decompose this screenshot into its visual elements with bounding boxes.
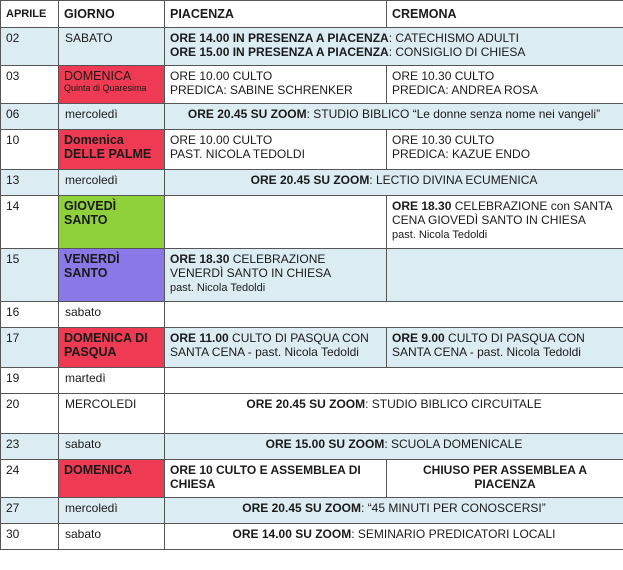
day-number: 16: [1, 302, 59, 328]
shared-event: [165, 524, 623, 550]
header-row: [1, 1, 623, 28]
event-time: ORE 18.30: [392, 199, 452, 213]
event-time: ORE 14.00 SU ZOOM: [232, 527, 352, 541]
table-row: [1, 104, 623, 130]
day-number: 27: [1, 498, 59, 524]
event-pastor: past. Nicola Tedoldi: [392, 229, 488, 241]
shared-event: [165, 434, 623, 460]
day-number: 10: [1, 130, 59, 170]
table-row: [1, 524, 623, 550]
empty-event: [165, 302, 623, 328]
day-number: 03: [1, 66, 59, 104]
weekday: DOMENICA: [59, 460, 165, 498]
event-text: CELEBRAZIONE con SANTA CENA GIOVEDÌ SANTO IN CHIESA: [392, 199, 612, 227]
table-row: [1, 368, 623, 394]
event-line: PREDICA: KAZUE ENDO: [392, 147, 531, 161]
table-row: [1, 130, 623, 170]
event-text: : “45 MINUTI PER CONOSCERSI”: [361, 501, 546, 515]
piacenza-event: [165, 130, 387, 170]
weekday: mercoledì: [59, 170, 165, 196]
header-giorno: GIORNO: [59, 1, 165, 28]
event-time: ORE 15.00 SU ZOOM: [265, 437, 385, 451]
weekday: SABATO: [59, 28, 165, 66]
event-line: PREDICA: SABINE SCHRENKER: [170, 83, 353, 97]
shared-event: [165, 498, 623, 524]
event-time: ORE 14.00 IN PRESENZA A PIACENZA: [170, 31, 389, 45]
cremona-event: [387, 196, 623, 249]
weekday-label: DOMENICA: [64, 69, 132, 83]
event-time: ORE 20.45 SU ZOOM: [246, 397, 366, 411]
event-time: ORE 11.00: [170, 331, 229, 345]
header-piacenza: PIACENZA: [165, 1, 387, 28]
weekday: [59, 66, 165, 104]
cremona-event: [387, 130, 623, 170]
weekday: MERCOLEDI: [59, 394, 165, 434]
weekday-subtitle: Quinta di Quaresima: [64, 83, 147, 93]
event-time: ORE 18.30: [170, 252, 230, 266]
weekday: sabato: [59, 524, 165, 550]
piacenza-event: [165, 66, 387, 104]
event-line: ORE 10.30 CULTO: [392, 133, 495, 147]
event-text: CULTO DI PASQUA CON SANTA CENA - past. Nicola Tedoldi: [170, 331, 369, 359]
event-time: ORE 20.45 SU ZOOM: [187, 107, 307, 121]
day-number: 24: [1, 460, 59, 498]
day-number: 19: [1, 368, 59, 394]
day-number: 02: [1, 28, 59, 66]
event-text: CHIUSO PER ASSEMBLEA A PIACENZA: [422, 463, 587, 491]
event-text: : STUDIO BIBLICO “Le donne senza nome nei vangeli”: [306, 107, 601, 121]
table-row: [1, 460, 623, 498]
weekday: martedì: [59, 368, 165, 394]
cremona-event: [387, 249, 623, 302]
cremona-event: [387, 66, 623, 104]
weekday: sabato: [59, 302, 165, 328]
day-number: 06: [1, 104, 59, 130]
event-text: : CATECHISMO ADULTI: [388, 31, 519, 45]
empty-event: [165, 368, 623, 394]
event-text: ORE 10 CULTO E ASSEMBLEA DI CHIESA: [170, 463, 361, 491]
shared-event: [165, 170, 623, 196]
table-row: [1, 249, 623, 302]
event-text: : LECTIO DIVINA ECUMENICA: [369, 173, 538, 187]
event-text: : CONSIGLIO DI CHIESA: [388, 45, 526, 59]
shared-event: [165, 28, 623, 66]
piacenza-event: [165, 328, 387, 368]
weekday: mercoledì: [59, 498, 165, 524]
day-number: 17: [1, 328, 59, 368]
event-text: : SCUOLA DOMENICALE: [384, 437, 523, 451]
event-text: : STUDIO BIBLICO CIRCUITALE: [365, 397, 542, 411]
header-cremona: CREMONA: [387, 1, 623, 28]
weekday: sabato: [59, 434, 165, 460]
table-row: [1, 28, 623, 66]
event-text: CULTO DI PASQUA CON SANTA CENA - past. Nicola Tedoldi: [392, 331, 585, 359]
event-text: : SEMINARIO PREDICATORI LOCALI: [351, 527, 556, 541]
day-number: 30: [1, 524, 59, 550]
piacenza-event: [165, 249, 387, 302]
event-pastor: past. Nicola Tedoldi: [170, 282, 266, 294]
table-row: [1, 66, 623, 104]
weekday: VENERDÌ SANTO: [59, 249, 165, 302]
event-time: ORE 20.45 SU ZOOM: [250, 173, 370, 187]
event-line: PAST. NICOLA TEDOLDI: [170, 147, 305, 161]
table-row: [1, 196, 623, 249]
event-line: ORE 10.00 CULTO: [170, 133, 273, 147]
event-time: ORE 9.00: [392, 331, 445, 345]
cremona-event: [387, 328, 623, 368]
weekday: Domenica DELLE PALME: [59, 130, 165, 170]
piacenza-event: [165, 460, 387, 498]
event-line: PREDICA: ANDREA ROSA: [392, 83, 539, 97]
table-row: [1, 170, 623, 196]
day-number: 23: [1, 434, 59, 460]
day-number: 20: [1, 394, 59, 434]
weekday: mercoledì: [59, 104, 165, 130]
table-row: [1, 498, 623, 524]
day-number: 15: [1, 249, 59, 302]
event-time: ORE 20.45 SU ZOOM: [242, 501, 361, 515]
event-line: ORE 10.30 CULTO: [392, 69, 495, 83]
table-row: [1, 394, 623, 434]
cremona-event: [387, 460, 623, 498]
shared-event: [165, 394, 623, 434]
day-number: 13: [1, 170, 59, 196]
table-row: [1, 434, 623, 460]
weekday: GIOVEDÌ SANTO: [59, 196, 165, 249]
header-month: APRILE: [1, 1, 59, 28]
weekday: DOMENICA DI PASQUA: [59, 328, 165, 368]
shared-event: [165, 104, 623, 130]
event-text: CELEBRAZIONE VENERDÌ SANTO IN CHIESA: [170, 252, 332, 280]
day-number: 14: [1, 196, 59, 249]
piacenza-event: [165, 196, 387, 249]
event-line: ORE 10.00 CULTO: [170, 69, 273, 83]
table-row: [1, 302, 623, 328]
event-time: ORE 15.00 IN PRESENZA A PIACENZA: [170, 45, 389, 59]
table-row: [1, 328, 623, 368]
